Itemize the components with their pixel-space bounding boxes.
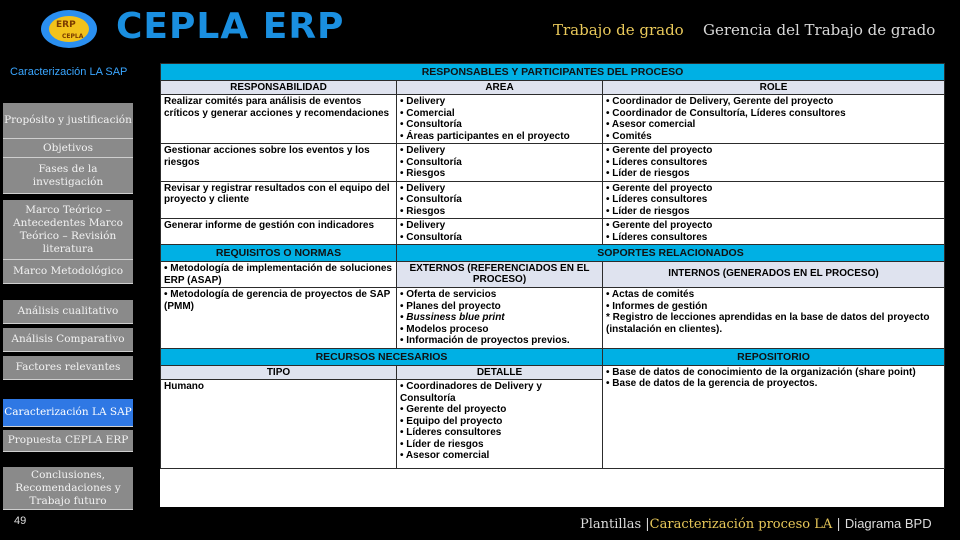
list-item: • Actas de comités (606, 289, 941, 301)
nav-item-fases[interactable]: Fases de la investigación (3, 158, 133, 194)
requisitos-header: REQUISITOS O NORMAS (161, 245, 397, 262)
responsabilidad-cell: Generar informe de gestión con indicadores (161, 219, 397, 245)
nav-item-factores[interactable]: Factores relevantes (3, 356, 133, 380)
footer-breadcrumb (580, 516, 932, 532)
list-item: • Consultoría (400, 157, 599, 169)
repositorio-cell (603, 365, 945, 468)
cepla-logo-icon (38, 6, 100, 50)
process-table (160, 63, 945, 469)
list-item: • Líder de riesgos (400, 439, 599, 451)
list-item: • Coordinador de Delivery, Gerente del proyecto (606, 96, 941, 108)
logo-badge-top: ERP (56, 20, 76, 30)
repositorio-header: REPOSITORIO (603, 348, 945, 365)
process-table-panel (160, 63, 944, 507)
nav-item-analisis-cualitativo[interactable]: Análisis cualitativo (3, 300, 133, 324)
list-item: • Metodología de implementación de soluciones ERP (ASAP) (164, 263, 393, 286)
footer-separator: | (832, 517, 845, 532)
table-row (161, 95, 945, 144)
area-cell (397, 181, 603, 219)
externos-cell (397, 288, 603, 349)
list-item: • Áreas participantes en el proyecto (400, 131, 599, 143)
list-item: • Consultoría (400, 232, 599, 244)
role-cell (603, 95, 945, 144)
brand-title: CEPLA ERP (116, 6, 345, 47)
list-item: • Gerente del proyecto (606, 220, 941, 232)
table-row (161, 144, 945, 182)
footer-caracterizacion: Caracterización proceso LA (649, 517, 833, 532)
internos-cell (603, 288, 945, 349)
list-item: • Oferta de servicios (400, 289, 599, 301)
area-cell (397, 219, 603, 245)
nav-item-caracterizacion-active[interactable]: Caracterización LA SAP (3, 399, 133, 427)
list-item: • Comités (606, 131, 941, 143)
list-item: • Gerente del proyecto (400, 404, 599, 416)
list-item: • Base de datos de conocimiento de la organización (share point) (606, 367, 941, 379)
list-item: • Líderes consultores (606, 232, 941, 244)
nav-item-objetivos[interactable]: Objetivos (3, 139, 133, 158)
nav-item-conclusiones[interactable]: Conclusiones, Recomendaciones y Trabajo futuro (3, 467, 133, 510)
list-item: • Líderes consultores (606, 157, 941, 169)
area-cell (397, 144, 603, 182)
list-item: • Líderes consultores (400, 427, 599, 439)
list-item: • Consultoría (400, 119, 599, 131)
responsabilidad-cell: Gestionar acciones sobre los eventos y los riesgos (161, 144, 397, 182)
list-item: • Base de datos de la gerencia de proyectos. (606, 378, 941, 390)
list-item: • Metodología de gerencia de proyectos de SAP (PMM) (164, 289, 393, 312)
nav-item-marco-metodologico[interactable]: Marco Metodológico (3, 260, 133, 284)
list-item: • Modelos proceso (400, 324, 599, 336)
table-title: RESPONSABLES Y PARTICIPANTES DEL PROCESO (161, 64, 945, 81)
requisito-cell (161, 288, 397, 349)
internos-header: INTERNOS (GENERADOS EN EL PROCESO) (603, 262, 945, 288)
table-row (161, 181, 945, 219)
role-cell (603, 144, 945, 182)
list-item: • Delivery (400, 145, 599, 157)
list-item: • Comercial (400, 108, 599, 120)
detalle-header: DETALLE (397, 365, 603, 380)
nav-item-propuesta[interactable]: Propuesta CEPLA ERP (3, 430, 133, 452)
list-item: • Líder de riesgos (606, 168, 941, 180)
list-item: • Delivery (400, 183, 599, 195)
thesis-label: Trabajo de grado (553, 21, 684, 39)
header (0, 0, 960, 60)
table-row (161, 288, 945, 349)
nav-item-analisis-comparativo[interactable]: Análisis Comparativo (3, 328, 133, 352)
col-header-role: ROLE (603, 81, 945, 95)
footer-plantillas: Plantillas (580, 517, 642, 532)
list-item: • Informes de gestión (606, 301, 941, 313)
footer-diagrama: Diagrama BPD (844, 516, 932, 531)
nav-item-marco-teorico[interactable]: Marco Teórico – Antecedentes Marco Teórico – Revisión literatura (3, 200, 133, 260)
list-item: • Delivery (400, 220, 599, 232)
table-row (161, 262, 945, 288)
list-item: • Asesor comercial (606, 119, 941, 131)
detalle-cell (397, 380, 603, 468)
responsabilidad-cell: Realizar comités para análisis de eventos críticos y generar acciones y recomendaciones (161, 95, 397, 144)
tipo-header: TIPO (161, 365, 397, 380)
nav-item-proposito[interactable]: Propósito y justificación (3, 103, 133, 139)
list-item: • Líder de riesgos (606, 206, 941, 218)
list-item: • Consultoría (400, 194, 599, 206)
page-number: 49 (14, 515, 27, 527)
soportes-header: SOPORTES RELACIONADOS (397, 245, 945, 262)
area-cell (397, 95, 603, 144)
list-item: • Gerente del proyecto (606, 183, 941, 195)
col-header-responsabilidad: RESPONSABILIDAD (161, 81, 397, 95)
col-header-area: AREA (397, 81, 603, 95)
footer-separator: | (641, 517, 650, 532)
list-item: • Información de proyectos previos. (400, 335, 599, 347)
recursos-header: RECURSOS NECESARIOS (161, 348, 603, 365)
externos-header: EXTERNOS (REFERENCIADOS EN EL PROCESO) (397, 262, 603, 288)
role-cell (603, 219, 945, 245)
list-item: • Bussiness blue print (400, 312, 599, 324)
list-item: • Líderes consultores (606, 194, 941, 206)
table-row (161, 219, 945, 245)
logo-badge-bottom: CEPLA (62, 33, 84, 40)
tipo-cell: Humano (161, 380, 397, 468)
list-item: • Gerente del proyecto (606, 145, 941, 157)
list-item: • Asesor comercial (400, 450, 599, 462)
list-item: • Equipo del proyecto (400, 416, 599, 428)
list-item: • Coordinador de Consultoría, Líderes consultores (606, 108, 941, 120)
list-item: • Delivery (400, 96, 599, 108)
responsabilidad-cell: Revisar y registrar resultados con el equipo del proyecto y cliente (161, 181, 397, 219)
role-cell (603, 181, 945, 219)
requisito-cell (161, 262, 397, 288)
list-item: • Coordinadores de Delivery y Consultoría (400, 381, 599, 404)
management-label: Gerencia del Trabajo de grado (703, 21, 936, 39)
list-item: • Riesgos (400, 206, 599, 218)
section-title: Caracterización LA SAP (10, 66, 128, 78)
list-item: • Planes del proyecto (400, 301, 599, 313)
list-item: • Riesgos (400, 168, 599, 180)
internos-note: * Registro de lecciones aprendidas en la base de datos del proyecto (instalación en clientes). (606, 312, 930, 335)
